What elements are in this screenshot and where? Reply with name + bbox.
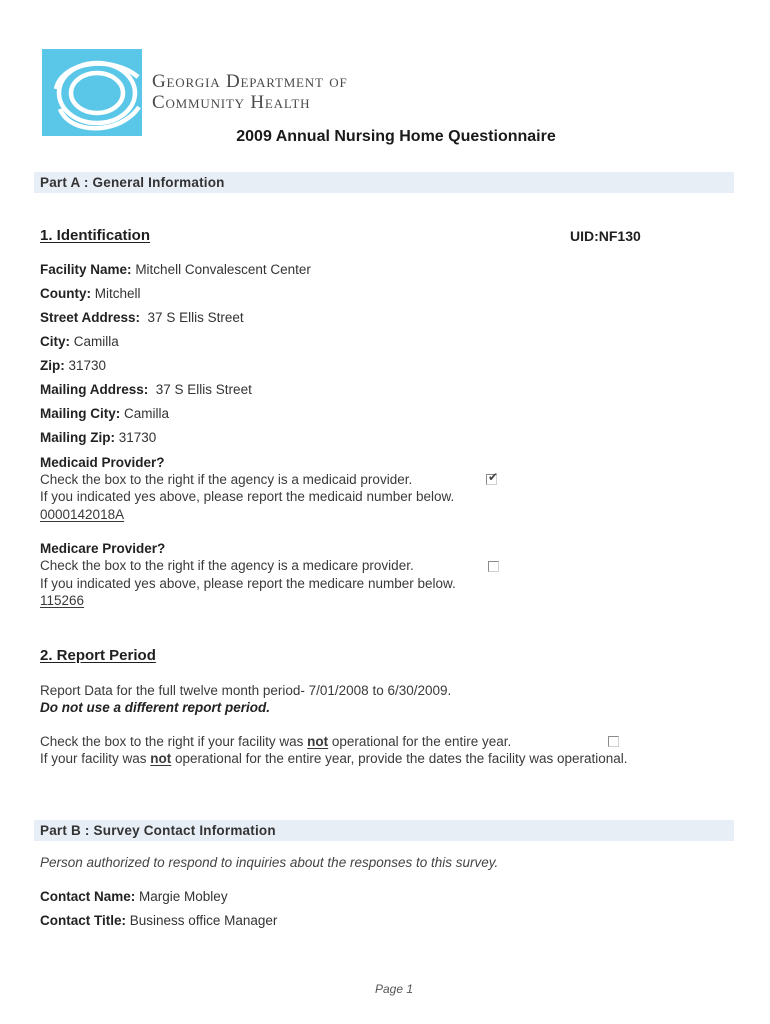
medicare-checkbox[interactable] bbox=[488, 561, 499, 572]
not-operational-text bbox=[40, 734, 511, 749]
uid-label: UID:NF130 bbox=[570, 228, 641, 244]
medicare-report-text: If you indicated yes above, please report the medicare number below. bbox=[40, 576, 456, 591]
medicare-number: 115266 bbox=[40, 593, 85, 608]
dch-logo-icon bbox=[42, 49, 142, 136]
medicare-check-text: Check the box to the right if the agency is a medicare provider. bbox=[40, 558, 414, 573]
city-row bbox=[40, 334, 119, 349]
zip-row bbox=[40, 358, 106, 373]
report-period-line2: Do not use a different report period. bbox=[40, 700, 271, 715]
contact-title-row bbox=[40, 913, 277, 928]
medicaid-check-text: Check the box to the right if the agency is a medicaid provider. bbox=[40, 472, 413, 487]
not-word: not bbox=[307, 734, 329, 749]
mailing-city-value: Camilla bbox=[124, 406, 170, 421]
county-value: Mitchell bbox=[94, 286, 141, 301]
zip-value: 31730 bbox=[68, 358, 107, 373]
medicaid-report-text: If you indicated yes above, please report the medicaid number below. bbox=[40, 489, 455, 504]
medicaid-checkbox[interactable] bbox=[486, 470, 499, 485]
not-operational-checkbox[interactable] bbox=[608, 736, 619, 747]
not-word-2: not bbox=[150, 751, 172, 766]
street-label: Street Address: bbox=[40, 310, 141, 325]
checkmark-icon: ✔ bbox=[488, 470, 499, 484]
medicaid-number: 0000142018A bbox=[40, 507, 125, 522]
medicare-question bbox=[40, 541, 165, 556]
part-b-label: Part B : Survey Contact Information bbox=[40, 823, 276, 838]
operational-dates-text bbox=[40, 751, 628, 766]
contact-name-value: Margie Mobley bbox=[139, 889, 228, 904]
mailing-address-value: 37 S Ellis Street bbox=[155, 382, 252, 397]
org-name-line1: Georgia Department of bbox=[152, 71, 348, 92]
not-operational-pre: Check the box to the right if your facility was bbox=[40, 734, 308, 749]
mailing-city-label: Mailing City: bbox=[40, 406, 121, 421]
mailing-zip-label: Mailing Zip: bbox=[40, 430, 115, 445]
facility-name-row bbox=[40, 262, 311, 277]
zip-label: Zip: bbox=[40, 358, 65, 373]
county-label: County: bbox=[40, 286, 91, 301]
street-value: 37 S Ellis Street bbox=[147, 310, 244, 325]
mailing-zip-value: 31730 bbox=[118, 430, 157, 445]
part-b-note: Person authorized to respond to inquiries about the responses to this survey. bbox=[40, 855, 499, 870]
identification-heading: 1. Identification bbox=[40, 227, 151, 244]
contact-title-label: Contact Title: bbox=[40, 913, 127, 928]
facility-name-label: Facility Name: bbox=[40, 262, 132, 277]
part-a-band bbox=[34, 172, 734, 193]
dates-post: operational for the entire year, provide the dates the facility was operational. bbox=[171, 751, 628, 766]
contact-title-value: Business office Manager bbox=[129, 913, 278, 928]
street-row bbox=[40, 310, 244, 325]
medicaid-question bbox=[40, 455, 165, 470]
mailing-address-row bbox=[40, 382, 252, 397]
mailing-address-label: Mailing Address: bbox=[40, 382, 149, 397]
report-period-heading: 2. Report Period bbox=[40, 647, 156, 664]
page-number: Page 1 bbox=[374, 982, 414, 996]
city-label: City: bbox=[40, 334, 70, 349]
medicare-question-label: Medicare Provider? bbox=[40, 541, 166, 556]
org-name-line2: Community Health bbox=[152, 92, 311, 113]
contact-name-label: Contact Name: bbox=[40, 889, 136, 904]
facility-name-value: Mitchell Convalescent Center bbox=[135, 262, 311, 277]
contact-name-row bbox=[40, 889, 228, 904]
document-title: 2009 Annual Nursing Home Questionnaire bbox=[236, 128, 556, 145]
part-a-label: Part A : General Information bbox=[40, 175, 225, 190]
not-operational-post: operational for the entire year. bbox=[328, 734, 512, 749]
report-period-line1: Report Data for the full twelve month period- 7/01/2008 to 6/30/2009. bbox=[40, 683, 452, 698]
mailing-city-row bbox=[40, 406, 169, 421]
city-value: Camilla bbox=[73, 334, 119, 349]
mailing-zip-row bbox=[40, 430, 156, 445]
part-b-band bbox=[34, 820, 734, 841]
dates-pre: If your facility was bbox=[40, 751, 151, 766]
medicaid-question-label: Medicaid Provider? bbox=[40, 455, 165, 470]
county-row bbox=[40, 286, 141, 301]
